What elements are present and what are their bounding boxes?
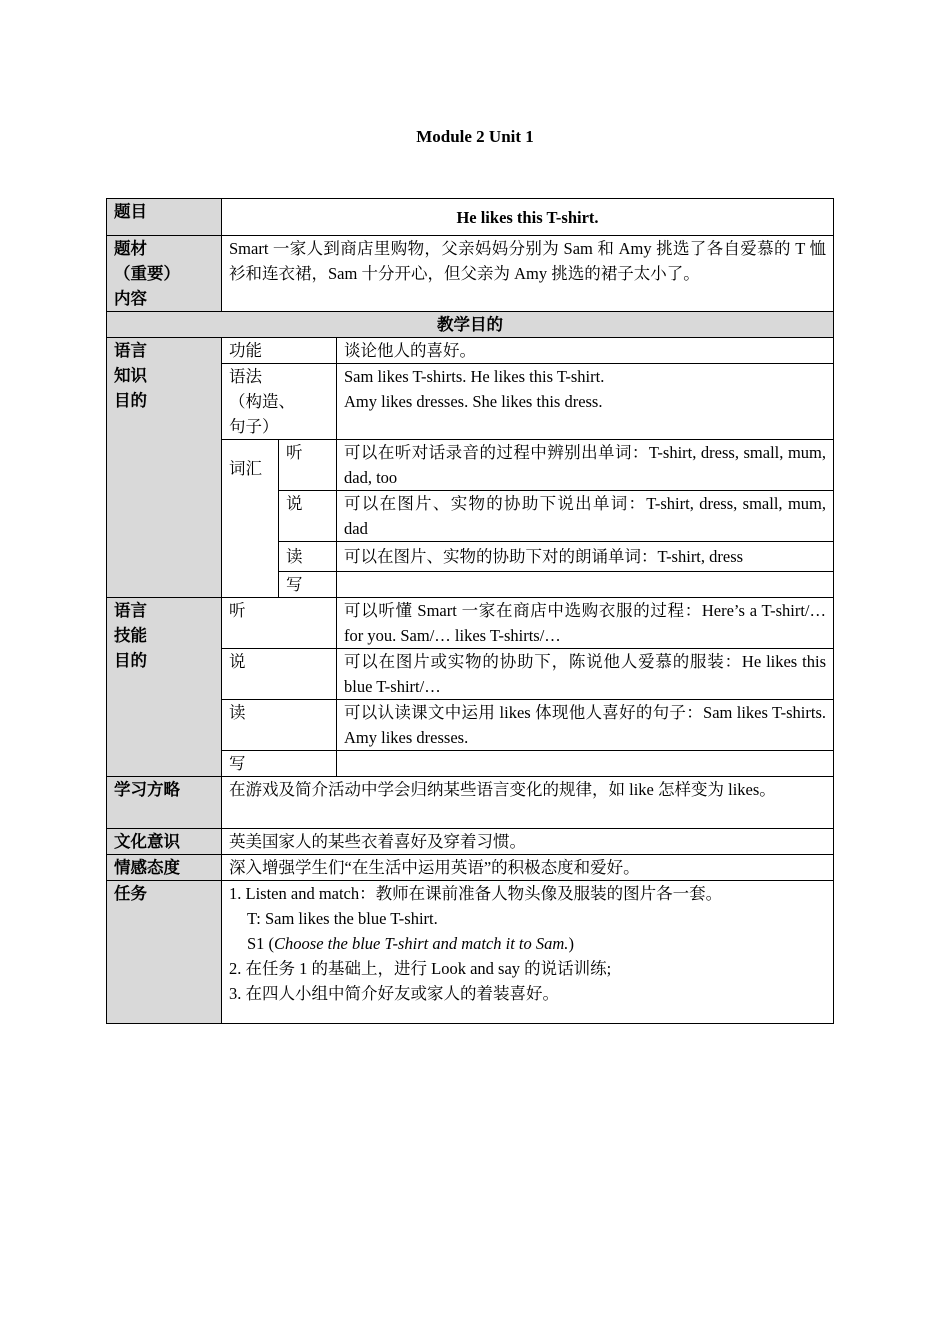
function-label: 功能 xyxy=(222,338,337,364)
content-label-line: 题材 xyxy=(114,239,147,258)
skills-listen-value: 可以听懂 Smart 一家在商店中选购衣服的过程：Here’s a T-shirt/… for you. Sam/… likes T-shirts/… xyxy=(337,598,834,649)
vocab-write-value xyxy=(337,572,834,598)
content-value: Smart 一家人到商店里购物，父亲妈妈分别为 Sam 和 Amy 挑选了各自爱慕的 T 恤衫和连衣裙，Sam 十分开心，但父亲为 Amy 挑选的裙子太小了。 xyxy=(222,236,834,312)
vocab-write-label: 写 xyxy=(279,572,337,598)
grammar-value xyxy=(337,364,834,440)
skills-listen-label: 听 xyxy=(222,598,337,649)
task-line xyxy=(229,931,826,956)
grammar-label xyxy=(222,364,337,440)
document-title: Module 2 Unit 1 xyxy=(416,127,534,146)
knowledge-label-line: 目的 xyxy=(114,391,147,410)
task-line: 2. 在任务 1 的基础上，进行 Look and say 的说话训练; xyxy=(229,959,612,978)
topic-label: 题目 xyxy=(107,199,222,236)
skills-label-line: 目的 xyxy=(114,651,147,670)
grammar-sentence: Sam likes T-shirts. He likes this T-shirt. xyxy=(344,367,605,386)
tasks-label: 任务 xyxy=(107,881,222,1024)
skills-read-label: 读 xyxy=(222,700,337,751)
skills-write-label: 写 xyxy=(222,751,337,777)
content-label-line: 内容 xyxy=(114,289,147,308)
vocab-speak-value: 可以在图片、实物的协助下说出单词：T-shirt, dress, small, mum, dad xyxy=(337,491,834,542)
culture-value: 英美国家人的某些衣着喜好及穿着习惯。 xyxy=(222,829,834,855)
strategy-value: 在游戏及简介活动中学会归纳某些语言变化的规律，如 like 怎样变为 likes。 xyxy=(222,777,834,829)
skills-speak-value: 可以在图片或实物的协助下，陈说他人爱慕的服装：He likes this blue T-shirt/… xyxy=(337,649,834,700)
vocab-read-label: 读 xyxy=(279,542,337,572)
vocab-listen-value: 可以在听对话录音的过程中辨别出单词：T-shirt, dress, small, mum, dad, too xyxy=(337,440,834,491)
grammar-sentence: Amy likes dresses. She likes this dress. xyxy=(344,392,603,411)
content-label xyxy=(107,236,222,312)
vocab-read-value: 可以在图片、实物的协助下对的朗诵单词：T-shirt, dress xyxy=(337,542,834,572)
goals-header: 教学目的 xyxy=(107,312,834,338)
grammar-label-line: 句子） xyxy=(229,417,279,436)
knowledge-label xyxy=(107,338,222,598)
task-line: T: Sam likes the blue T-shirt. xyxy=(247,909,438,928)
vocab-listen-label: 听 xyxy=(279,440,337,491)
grammar-label-line: 语法 xyxy=(229,367,262,386)
task-line-italic: Choose the blue T-shirt and match it to Sam. xyxy=(274,934,569,953)
culture-label: 文化意识 xyxy=(107,829,222,855)
content-label-line: （重要） xyxy=(114,264,180,283)
attitude-value: 深入增强学生们“在生活中运用英语”的积极态度和爱好。 xyxy=(222,855,834,881)
strategy-label: 学习方略 xyxy=(107,777,222,829)
function-value: 谈论他人的喜好。 xyxy=(337,338,834,364)
skills-label-line: 技能 xyxy=(114,626,147,645)
skills-write-value xyxy=(337,751,834,777)
vocab-label: 词汇 xyxy=(222,440,279,598)
task-line: 3. 在四人小组中简介好友或家人的着装喜好。 xyxy=(229,984,559,1003)
knowledge-label-line: 知识 xyxy=(114,366,147,385)
knowledge-label-line: 语言 xyxy=(114,341,147,360)
task-line-part: ) xyxy=(568,934,574,953)
skills-label xyxy=(107,598,222,777)
skills-read-value: 可以认读课文中运用 likes 体现他人喜好的句子：Sam likes T-shirts. Amy likes dresses. xyxy=(337,700,834,751)
tasks-value xyxy=(222,881,834,1024)
topic-value: He likes this T-shirt. xyxy=(222,199,834,236)
attitude-label: 情感态度 xyxy=(107,855,222,881)
skills-speak-label: 说 xyxy=(222,649,337,700)
task-line: 1. Listen and match：教师在课前准备人物头像及服装的图片各一套。 xyxy=(229,884,723,903)
lesson-plan-table xyxy=(106,198,834,1024)
skills-label-line: 语言 xyxy=(114,601,147,620)
vocab-speak-label: 说 xyxy=(279,491,337,542)
grammar-label-line: （构造、 xyxy=(229,392,295,411)
task-line-part: S1 ( xyxy=(247,934,275,953)
